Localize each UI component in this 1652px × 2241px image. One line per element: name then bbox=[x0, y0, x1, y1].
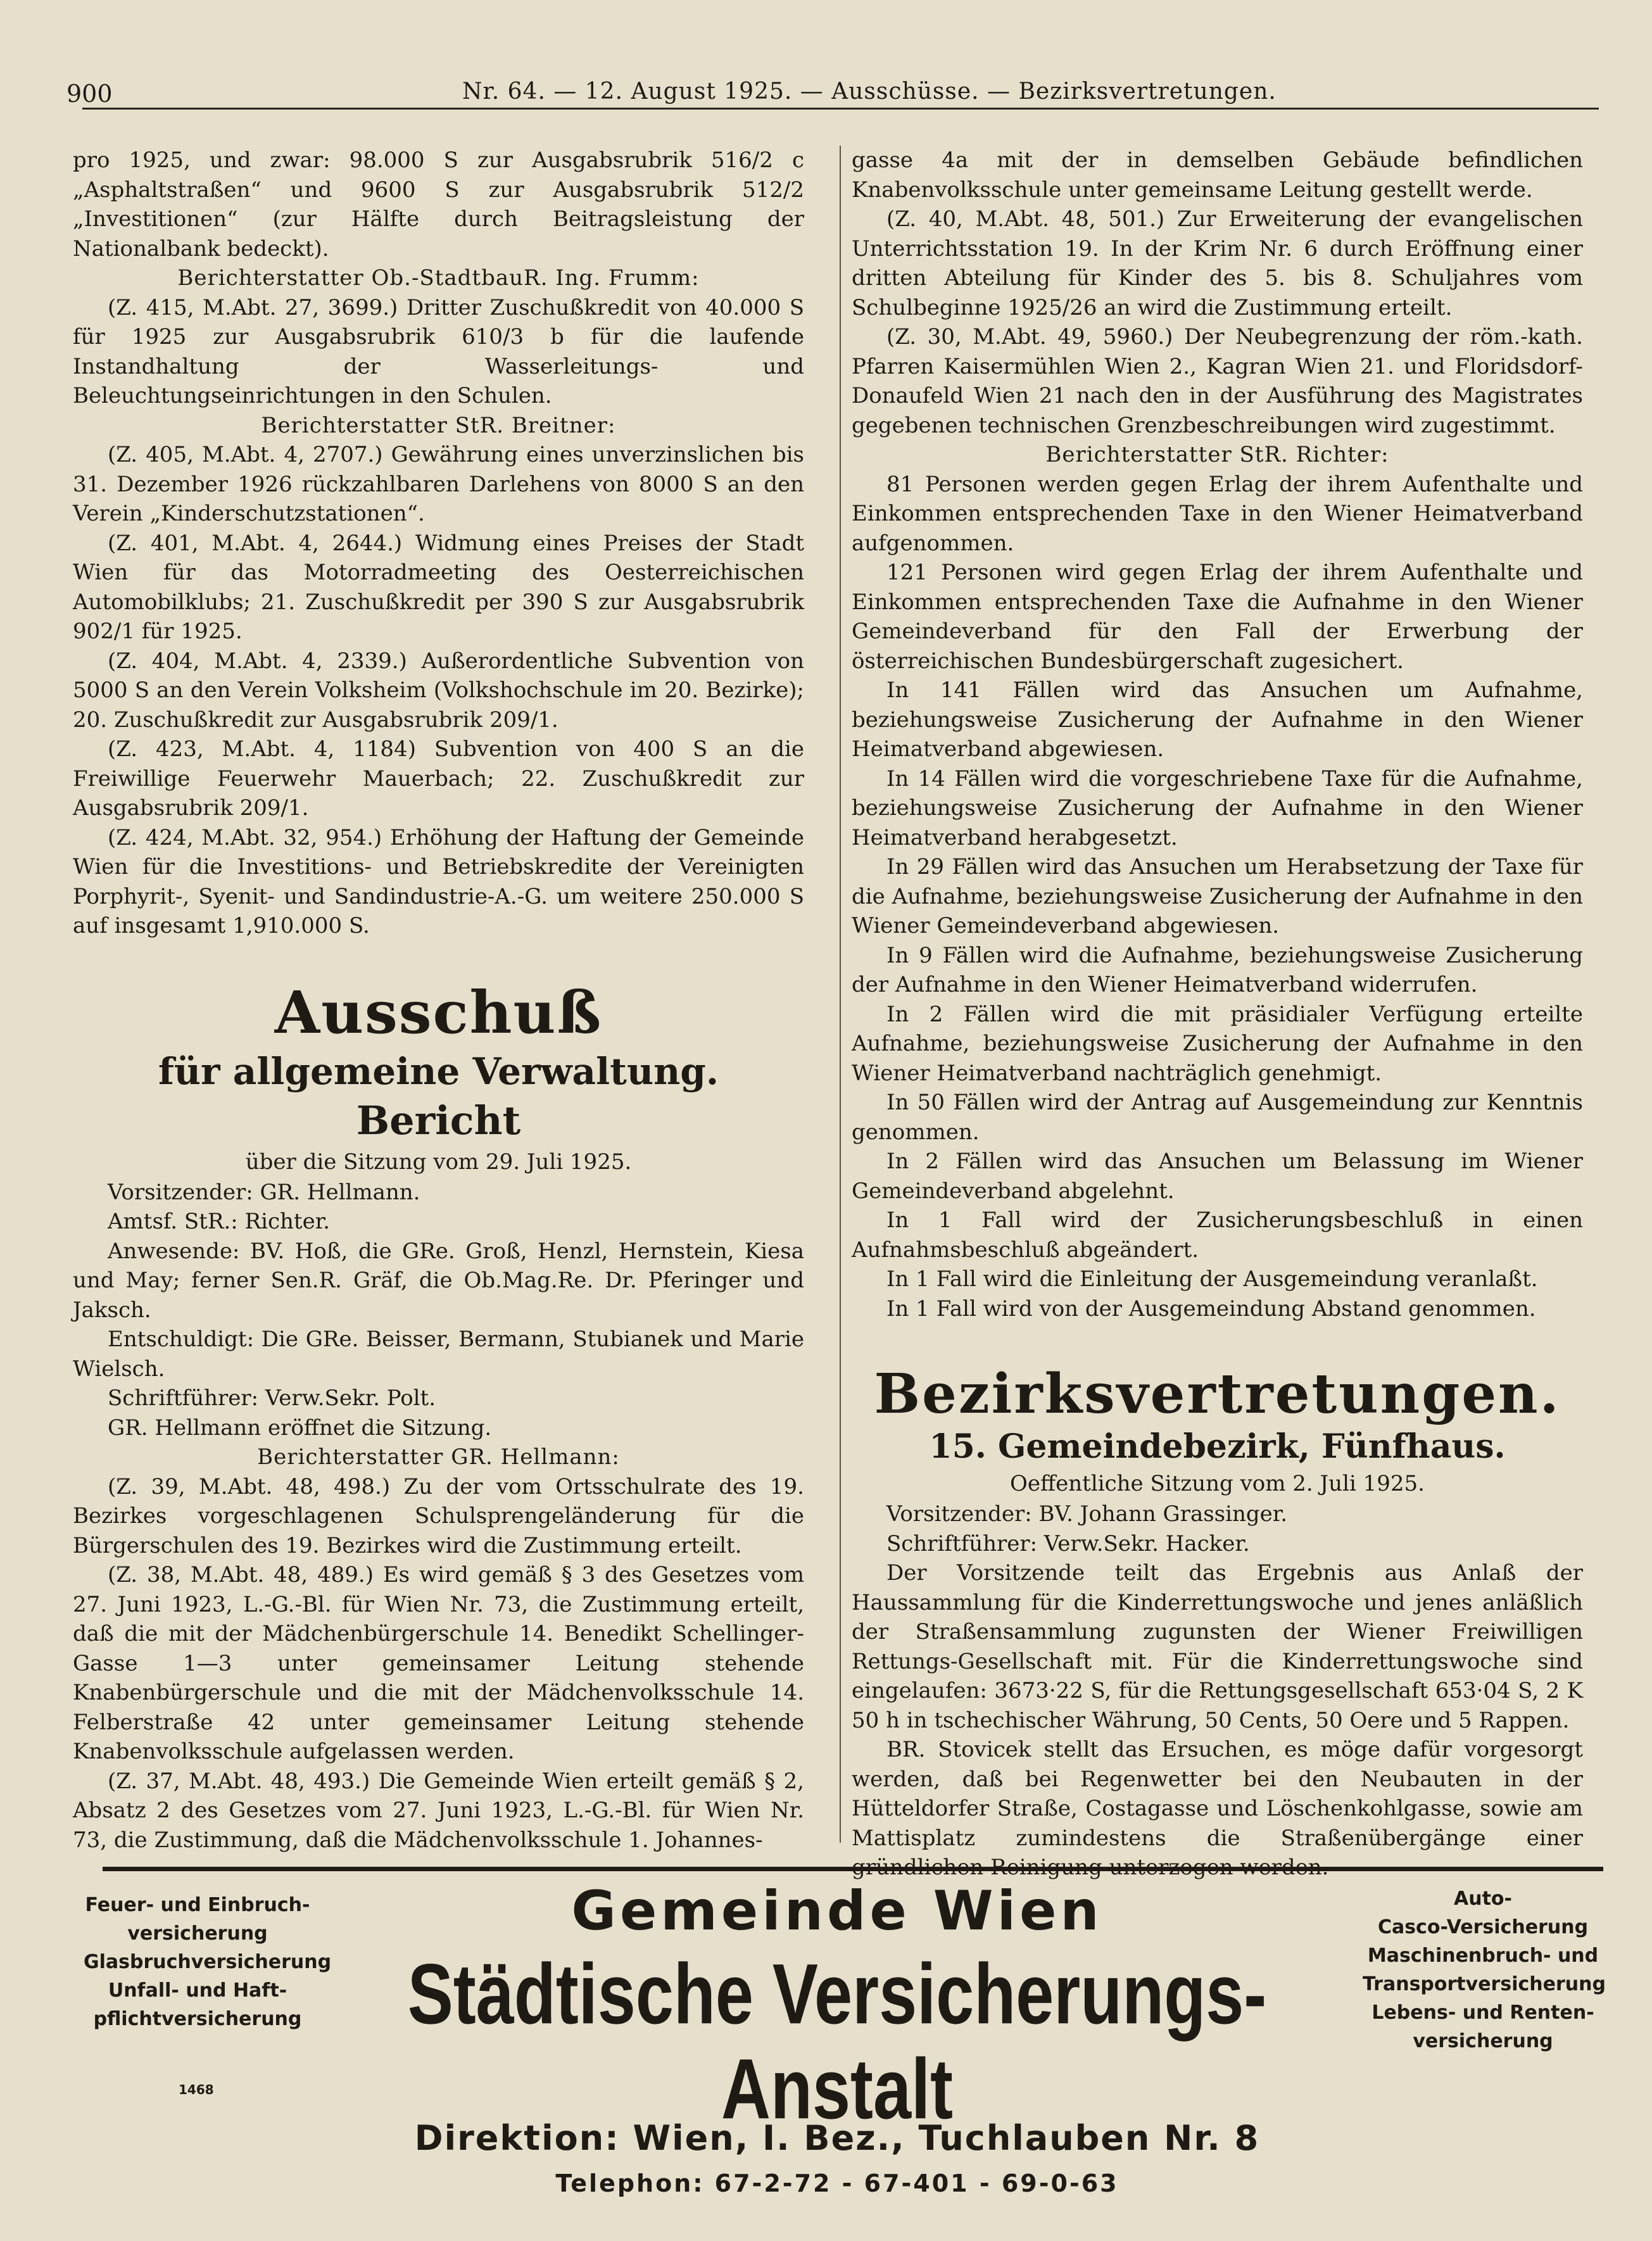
paragraph: 121 Personen wird gegen Erlag der ihrem Aufenthalte und Einkommen entsprechenden Taxe die Aufnahme in den Wiener Gemeindeverband für den Fall der Erwerbung der österreichischen Bundesbürgerschaft zugesichert. bbox=[852, 560, 1583, 674]
section-subheading: für allgemeine Verwaltung. bbox=[158, 1049, 719, 1093]
attendees-paragraph: Anwesende: BV. Hoß, die GRe. Groß, Henzl, Hernstein, Kiesa und May; ferner Sen.R. Gräf, die Ob.Mag.Re. Dr. Pferinger und Jaksch. bbox=[73, 1238, 804, 1323]
paragraph: (Z. 39, M.Abt. 48, 498.) Zu der vom Ortsschulrate des 19. Bezirkes vorgeschlagenen Schulsprengeländerung für die Bürgerschulen des 19. Bezirkes wird die Zustimmung erteilt. bbox=[73, 1474, 804, 1558]
left-column bbox=[73, 146, 804, 1855]
ad-top-rule bbox=[103, 1867, 1603, 1871]
ad-center bbox=[324, 1879, 1350, 2199]
paragraph: BR. Stovicek stellt das Ersuchen, es möge dafür vorgesorgt werden, daß bei Regenwetter bei den Neubauten in der Hütteldorfer Straße, Costagasse und Löschenkohlgasse, sowie am Mattisplatz zumindestens die Straßenübergänge einer bbox=[852, 1737, 1583, 1851]
ad-code: 1468 bbox=[179, 2082, 214, 2097]
district-heading: 15. Gemeindebezirk, Fünfhaus. bbox=[929, 1427, 1506, 1466]
right-column bbox=[852, 146, 1583, 1883]
running-header bbox=[57, 75, 1602, 113]
ad-company-name: Städtische Versicherungs-Anstalt bbox=[407, 1945, 1267, 2137]
ad-service-line: pflichtversicherung bbox=[93, 2008, 302, 2030]
reporter-line: Berichterstatter GR. Hellmann: bbox=[257, 1444, 620, 1470]
paragraph: (Z. 405, M.Abt. 4, 2707.) Gewährung eines unverzinslichen bis 31. Dezember 1926 rückzahlbaren Darlehens von 8000 S an den Verein „Kinderschutzstationen“. bbox=[73, 442, 804, 526]
paragraph: (Z. 423, M.Abt. 4, 1184) Subvention von 400 S an die Freiwillige Feuerwehr Mauerbach; 22. Zuschußkredit zur Ausgabsrubrik 209/1. bbox=[73, 736, 804, 821]
paragraph: In 1 Fall wird der Zusicherungsbeschluß in einen Aufnahmsbeschluß abgeändert. bbox=[852, 1208, 1583, 1263]
paragraph: In 2 Fällen wird das Ansuchen um Belassung im Wiener Gemeindeverband abgelehnt. bbox=[852, 1149, 1583, 1204]
paragraph: (Z. 404, M.Abt. 4, 2339.) Außerordentliche Subvention von 5000 S an den Verein Volksheim (Volkshochschule im 20. Bezirke); 20. Zuschußkredit zur Ausgabsrubrik 209/1. bbox=[73, 648, 804, 733]
page-number: 900 bbox=[66, 80, 113, 108]
ad-right-services bbox=[1363, 1884, 1606, 2055]
chairman-line: Vorsitzender: GR. Hellmann. bbox=[108, 1179, 420, 1205]
ad-service-line: Unfall- und Haft- bbox=[108, 1979, 287, 2002]
running-title: Nr. 64. — 12. August 1925. — Ausschüsse. — Bezirksvertretungen. bbox=[462, 79, 1277, 104]
excused-paragraph: Entschuldigt: Die GRe. Beisser, Bermann, Stubianek und Marie Wielsch. bbox=[73, 1327, 804, 1382]
ad-service-line: Casco-Versicherung bbox=[1377, 1916, 1589, 1938]
secretary-line: Schriftführer: Verw.Sekr. Polt. bbox=[108, 1386, 436, 1411]
ad-service-line: versicherung bbox=[1413, 2030, 1553, 2052]
reporter-line: Berichterstatter Ob.-StadtbauR. Ing. Frumm: bbox=[177, 265, 700, 291]
paragraph: In 14 Fällen wird die vorgeschriebene Taxe für die Aufnahme, beziehungsweise Zusicherung der Aufnahme in den Wiener Heimatverband herabgesetzt. bbox=[852, 766, 1583, 850]
insurance-advertisement bbox=[84, 1867, 1606, 2197]
session-date: Oeffentliche Sitzung vom 2. Juli 1925. bbox=[1010, 1471, 1425, 1496]
paragraph: In 50 Fällen wird der Antrag auf Ausgemeindung zur Kenntnis genommen. bbox=[852, 1090, 1583, 1145]
ad-service-line: Auto- bbox=[1454, 1888, 1512, 1910]
ad-service-line: Maschinenbruch- und bbox=[1367, 1945, 1599, 1967]
paragraph: (Z. 40, M.Abt. 48, 501.) Zur Erweiterung der evangelischen Unterrichtsstation 19. In der Krim Nr. 6 durch Eröffnung einer dritten Abteilung für Kinder des 5. bis 8. Schuljahres vom Schulbeginne 1925/26 an wird die Zustimmung erteilt. bbox=[852, 206, 1583, 320]
paragraph: gasse 4a mit der in demselben Gebäude befindlichen Knabenvolksschule unter gemeinsame Leitung gestellt werde. bbox=[852, 148, 1583, 203]
ad-service-line: Feuer- und Einbruch- bbox=[85, 1894, 310, 1916]
ad-service-line: versicherung bbox=[127, 1922, 268, 1945]
ad-service-line: Transportversicherung bbox=[1363, 1973, 1606, 1995]
report-heading: Bericht bbox=[356, 1097, 521, 1144]
paragraph: In 2 Fällen wird die mit präsidialer Verfügung erteilte Aufnahme, beziehungsweise Zusicherung der Aufnahme in den Wiener Heimatverband nachträglich genehmigt. bbox=[852, 1001, 1583, 1086]
paragraph: (Z. 38, M.Abt. 48, 489.) Es wird gemäß § 3 des Gesetzes vom 27. Juni 1923, L.-G.-Bl. für Wien Nr. 73, die Zustimmung erteilt, daß die mit der Mädchenbürgerschule 14. Benedikt Schellinger-Gasse 1—3 unter gemeinsamer Leitung stehende Knabenbürgerschule und die mit der Mädchenvolksschule 14. Felberstraße 42 unter gemeinsamer Leitung stehende Knabenvolksschule aufgelassen werden. bbox=[73, 1562, 804, 1764]
reporter-line: Berichterstatter StR. Richter: bbox=[1045, 442, 1389, 467]
ad-telephone: Telephon: 67-2-72 - 67-401 - 69-0-63 bbox=[555, 2169, 1119, 2197]
paragraph: 81 Personen werden gegen Erlag der ihrem Aufenthalte und Einkommen entsprechenden Taxe in den Wiener Heimatverband aufgenommen. bbox=[852, 471, 1583, 556]
column-divider bbox=[840, 146, 841, 1843]
paragraph: (Z. 30, M.Abt. 49, 5960.) Der Neubegrenzung der röm.-kath. Pfarren Kaisermühlen Wien 2., Kagran Wien 21. und Floridsdorf-Donaufeld Wien 21 nach den in der Ausführung des Magistrates gegebenen technischen Grenzbeschreibungen wird zugestimmt. bbox=[852, 324, 1583, 438]
paragraph: In 1 Fall wird die Einleitung der Ausgemeindung veranlaßt. bbox=[886, 1266, 1538, 1292]
official-line: Amtsf. StR.: Richter. bbox=[108, 1209, 331, 1234]
paragraph: pro 1925, und zwar: 98.000 S zur Ausgabsrubrik 516/2 c „Asphaltstraßen“ und 9600 S zur Ausgabsrubrik 512/2 „Investitionen“ (zur Hälfte durch Beitragsleistung der Nationalbank bedeckt). bbox=[73, 148, 804, 262]
header-rule bbox=[82, 108, 1599, 110]
ad-title: Gemeinde Wien bbox=[571, 1879, 1103, 1943]
session-date: über die Sitzung vom 29. Juli 1925. bbox=[245, 1149, 632, 1175]
secretary-line: Schriftführer: Verw.Sekr. Hacker. bbox=[886, 1531, 1250, 1556]
paragraph: (Z. 424, M.Abt. 32, 954.) Erhöhung der Haftung der Gemeinde Wien für die Investitions- und Betriebskredite der Vereinigten Porphyrit-, Syenit- und Sandindustrie-A.-G. um weitere 250.000 S auf insgesamt 1,910.000 S. bbox=[73, 824, 804, 938]
section-heading: Ausschuß bbox=[274, 978, 603, 1047]
chairman-line: Vorsitzender: BV. Johann Grassinger. bbox=[886, 1501, 1288, 1527]
paragraph: In 29 Fällen wird das Ansuchen um Herabsetzung der Taxe für die Aufnahme, beziehungsweise Zusicherung der Aufnahme in den Wiener Gemeindeverband abgewiesen. bbox=[852, 854, 1583, 938]
opening-line: GR. Hellmann eröffnet die Sitzung. bbox=[108, 1415, 492, 1441]
ad-service-line: Lebens- und Renten- bbox=[1371, 2002, 1594, 2024]
section-heading: Bezirksvertretungen. bbox=[874, 1362, 1561, 1426]
paragraph: In 1 Fall wird von der Ausgemeindung Abstand genommen. bbox=[886, 1296, 1536, 1322]
reporter-line: Berichterstatter StR. Breitner: bbox=[261, 412, 616, 438]
paragraph: In 9 Fällen wird die Aufnahme, beziehungsweise Zusicherung der Aufnahme in den Wiener Heimatverband widerrufen. bbox=[852, 942, 1583, 997]
paragraph: (Z. 415, M.Abt. 27, 3699.) Dritter Zuschußkredit von 40.000 S für 1925 zur Ausgabsrubrik 610/3 b für die laufende Instandhaltung der Wasserleitungs- und Beleuchtungseinrichtungen in den Schulen. bbox=[73, 294, 804, 408]
paragraph: In 141 Fällen wird das Ansuchen um Aufnahme, beziehungsweise Zusicherung der Aufnahme in den Wiener Heimatverband abgewiesen. bbox=[852, 678, 1583, 762]
ad-left-services bbox=[84, 1891, 332, 2033]
ad-service-line: Glasbruchversicherung bbox=[84, 1951, 332, 1973]
paragraph: (Z. 401, M.Abt. 4, 2644.) Widmung eines Preises der Stadt Wien für das Motorradmeeting des Oesterreichischen Automobilklubs; 21. Zuschußkredit per 390 S zur Ausgabsrubrik 902/1 für 1925. bbox=[73, 530, 804, 644]
paragraph: Der Vorsitzende teilt das Ergebnis aus Anlaß der Haussammlung für die Kinderrettungswoche und jenes anläßlich der Straßensammlung zugunsten der Wiener Freiwilligen Rettungs-Gesellschaft mit. Für die Kinderrettungswoche sind eingelaufen: 3673·22 S, für die Rettungsgesellschaft 653·04 S, 2 K 50 h in tschechischer Währung, 50 Cents, 50 Oere und 5 Rappen. bbox=[852, 1560, 1583, 1733]
paragraph: (Z. 37, M.Abt. 48, 493.) Die Gemeinde Wien erteilt gemäß § 2, Absatz 2 des Gesetzes vom 27. Juni 1923, L.-G.-Bl. für Wien Nr. 73, die Zustimmung, daß die Mädchenvolksschule 1. Johannes- bbox=[73, 1768, 804, 1853]
ad-address: Direktion: Wien, I. Bez., Tuchlauben Nr. 8 bbox=[414, 2118, 1260, 2158]
